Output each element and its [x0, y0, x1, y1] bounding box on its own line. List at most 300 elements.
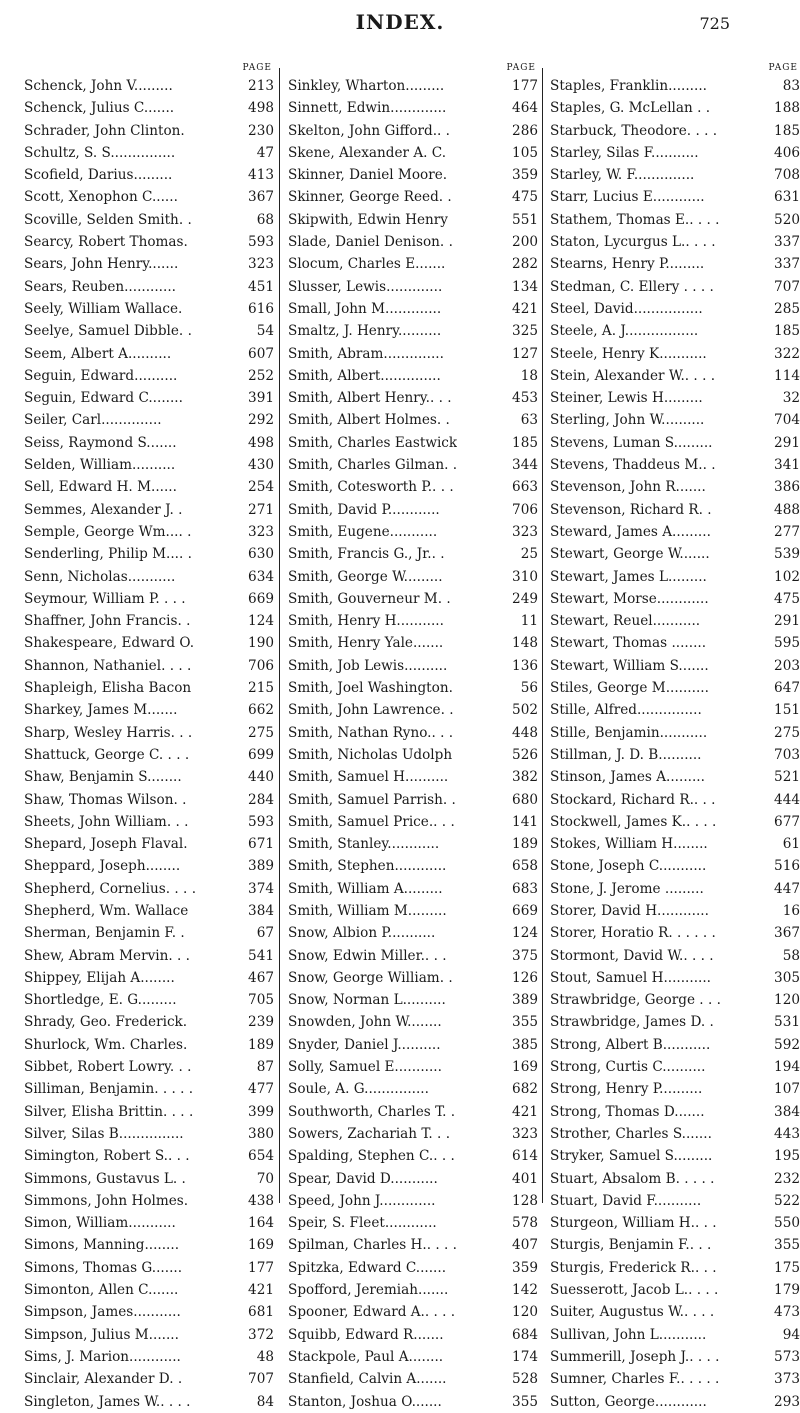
index-entry [550, 476, 800, 498]
entry-name: Sinclair, Alexander D. . [24, 1371, 183, 1388]
entry-page-number: 440 [245, 766, 274, 788]
index-entry [288, 1190, 538, 1212]
entry-name: Snowden, John W........ [288, 1014, 442, 1031]
entry-name: Smith, William A......... [288, 880, 443, 897]
entry-page-number: 325 [509, 320, 538, 342]
entry-name: Spitzka, Edward C....... [288, 1259, 447, 1276]
entry-page-number: 704 [771, 409, 800, 431]
entry-name: Stone, J. Jerome ......... [550, 880, 704, 897]
entry-name: Shurlock, Wm. Charles. [24, 1036, 188, 1053]
entry-page-number: 293 [771, 1391, 800, 1413]
index-entry [288, 722, 538, 744]
entry-page-number: 526 [509, 744, 538, 766]
entry-page-number: 677 [771, 811, 800, 833]
entry-page-number: 126 [509, 967, 538, 989]
entry-page-number: 551 [509, 209, 538, 231]
index-entry [24, 1168, 274, 1190]
entry-page-number: 25 [518, 543, 538, 565]
entry-name: Sharkey, James M....... [24, 702, 178, 719]
index-entry [550, 1301, 800, 1323]
index-entry [550, 142, 800, 164]
entry-name: Sims, J. Marion............ [24, 1348, 181, 1365]
entry-name: Stevenson, John R....... [550, 479, 706, 496]
index-entry [24, 789, 274, 811]
entry-name: Seem, Albert A.......... [24, 345, 172, 362]
entry-name: Sutton, George............ [550, 1393, 707, 1410]
index-entry [24, 744, 274, 766]
entry-page-number: 374 [245, 878, 274, 900]
entry-page-number: 189 [509, 833, 538, 855]
index-entry [288, 253, 538, 275]
entry-name: Sharp, Wesley Harris. . . [24, 724, 193, 741]
entry-name: Silver, Silas B............... [24, 1125, 184, 1142]
entry-name: Simpson, James........... [24, 1304, 181, 1321]
index-entry [288, 387, 538, 409]
entry-page-number: 467 [245, 967, 274, 989]
entry-page-number: 291 [771, 610, 800, 632]
entry-name: Sibbet, Robert Lowry. . . [24, 1059, 192, 1076]
entry-name: Stackpole, Paul A........ [288, 1348, 444, 1365]
entry-name: Snyder, Daniel J.......... [288, 1036, 441, 1053]
entry-page-number: 215 [245, 677, 274, 699]
entry-page-number: 190 [245, 632, 274, 654]
entry-page-number: 708 [771, 164, 800, 186]
index-entry [288, 97, 538, 119]
column-page-label: PAGE [768, 63, 798, 73]
entry-name: Shattuck, George C. . . . [24, 746, 190, 763]
entry-name: Starbuck, Theodore. . . . [550, 122, 718, 139]
entry-page-number: 48 [254, 1346, 274, 1368]
entry-name: Stormont, David W.. . . . [550, 947, 714, 964]
index-entry [550, 298, 800, 320]
entry-page-number: 189 [245, 1034, 274, 1056]
index-entry [550, 120, 800, 142]
index-entry [288, 1101, 538, 1123]
index-entry [24, 365, 274, 387]
index-entry [550, 1212, 800, 1234]
index-entry [24, 878, 274, 900]
index-entry [550, 655, 800, 677]
entry-name: Silver, Elisha Brittin. . . . [24, 1103, 194, 1120]
entry-page-number: 389 [509, 989, 538, 1011]
entry-page-number: 443 [771, 1123, 800, 1145]
entry-page-number: 528 [509, 1368, 538, 1390]
column-divider [279, 68, 280, 1203]
entry-page-number: 539 [771, 543, 800, 565]
index-entry [24, 989, 274, 1011]
index-entry [24, 499, 274, 521]
entry-page-number: 367 [771, 922, 800, 944]
column-divider [542, 68, 543, 1203]
index-entry [288, 677, 538, 699]
index-entry [24, 766, 274, 788]
index-entry [24, 1234, 274, 1256]
entry-page-number: 382 [509, 766, 538, 788]
entry-name: Slade, Daniel Denison. . [288, 234, 453, 251]
entry-page-number: 195 [771, 1145, 800, 1167]
entry-name: Skipwith, Edwin Henry [288, 211, 448, 228]
index-entry [24, 900, 274, 922]
entry-name: Snow, Norman L.......... [288, 992, 446, 1009]
index-entry [550, 499, 800, 521]
entry-page-number: 682 [509, 1078, 538, 1100]
entry-page-number: 61 [780, 833, 800, 855]
entry-page-number: 105 [509, 142, 538, 164]
index-entry [288, 1391, 538, 1413]
entry-name: Speir, S. Fleet............ [288, 1215, 437, 1232]
index-entry [550, 320, 800, 342]
entry-page-number: 213 [245, 75, 274, 97]
entry-page-number: 703 [771, 744, 800, 766]
index-entry [24, 164, 274, 186]
entry-page-number: 521 [771, 766, 800, 788]
entry-page-number: 658 [509, 855, 538, 877]
index-entry [550, 1257, 800, 1279]
entry-page-number: 384 [771, 1101, 800, 1123]
index-entry [24, 855, 274, 877]
index-entry [550, 699, 800, 721]
entry-page-number: 488 [771, 499, 800, 521]
index-entry [288, 365, 538, 387]
entry-name: Simons, Thomas G....... [24, 1259, 183, 1276]
entry-name: Sterling, John W.......... [550, 412, 705, 429]
index-entry [550, 231, 800, 253]
entry-page-number: 593 [245, 811, 274, 833]
entry-page-number: 175 [771, 1257, 800, 1279]
entry-name: Sturgeon, William H.. . . [550, 1215, 717, 1232]
index-entry [550, 610, 800, 632]
index-entry [24, 253, 274, 275]
entry-page-number: 292 [245, 409, 274, 431]
entry-page-number: 413 [245, 164, 274, 186]
entry-page-number: 47 [254, 142, 274, 164]
entry-page-number: 185 [771, 320, 800, 342]
entry-page-number: 401 [509, 1168, 538, 1190]
entry-page-number: 386 [771, 476, 800, 498]
entry-name: Smith, Stanley............ [288, 836, 440, 853]
entry-name: Semple, George Wm.... . [24, 523, 192, 540]
index-entry [550, 989, 800, 1011]
entry-page-number: 282 [509, 253, 538, 275]
entry-page-number: 595 [771, 632, 800, 654]
entry-page-number: 634 [245, 566, 274, 588]
entry-name: Snow, Edwin Miller.. . . [288, 947, 447, 964]
entry-name: Seiss, Raymond S....... [24, 434, 177, 451]
entry-page-number: 671 [245, 833, 274, 855]
index-entry [550, 900, 800, 922]
entry-page-number: 323 [245, 253, 274, 275]
index-entry [550, 1056, 800, 1078]
index-entry [288, 1123, 538, 1145]
index-entry [550, 409, 800, 431]
entry-page-number: 453 [509, 387, 538, 409]
entry-page-number: 355 [771, 1234, 800, 1256]
entry-name: Strawbridge, James D. . [550, 1014, 714, 1031]
index-entry [288, 1257, 538, 1279]
index-entry [24, 1279, 274, 1301]
index-entry [288, 1301, 538, 1323]
index-entry [550, 365, 800, 387]
index-entry [550, 543, 800, 565]
index-entry [24, 1324, 274, 1346]
index-entry [24, 387, 274, 409]
entry-page-number: 373 [771, 1368, 800, 1390]
entry-name: Stevenson, Richard R. . [550, 501, 712, 518]
index-entry [288, 766, 538, 788]
index-column-3 [550, 63, 800, 1413]
index-entry [24, 298, 274, 320]
entry-name: Stanfield, Calvin A....... [288, 1371, 447, 1388]
entry-name: Strong, Thomas D....... [550, 1103, 705, 1120]
entry-name: Stinson, James A......... [550, 769, 705, 786]
entry-page-number: 593 [245, 231, 274, 253]
entry-page-number: 669 [245, 588, 274, 610]
entry-page-number: 541 [245, 945, 274, 967]
index-entry [550, 677, 800, 699]
index-entry [288, 164, 538, 186]
entry-name: Steele, A. J................. [550, 323, 699, 340]
entry-name: Strong, Albert B........... [550, 1036, 711, 1053]
entry-page-number: 706 [509, 499, 538, 521]
entry-name: Steward, James A......... [550, 523, 711, 540]
entry-name: Sheets, John William. . . [24, 813, 189, 830]
entry-name: Spalding, Stephen C.. . . [288, 1148, 455, 1165]
entry-page-number: 438 [245, 1190, 274, 1212]
entry-page-number: 134 [509, 276, 538, 298]
entry-name: Strong, Henry P.......... [550, 1081, 703, 1098]
entry-page-number: 254 [245, 476, 274, 498]
column-page-label: PAGE [506, 63, 536, 73]
entry-page-number: 705 [245, 989, 274, 1011]
entry-page-number: 194 [771, 1056, 800, 1078]
index-entry [550, 253, 800, 275]
index-entry [24, 1368, 274, 1390]
entry-name: Simon, William........... [24, 1215, 176, 1232]
index-entry [288, 855, 538, 877]
entry-name: Sturgis, Frederick R.. . . [550, 1259, 717, 1276]
index-entry [288, 632, 538, 654]
entry-name: Steiner, Lewis H......... [550, 390, 703, 407]
entry-name: Simpson, Julius M....... [24, 1326, 179, 1343]
index-entry [550, 811, 800, 833]
entry-name: Stille, Benjamin........... [550, 724, 708, 741]
entry-name: Spooner, Edward A.. . . . [288, 1304, 456, 1321]
entry-name: Seiler, Carl.............. [24, 412, 162, 429]
index-entry [288, 75, 538, 97]
index-entry [550, 1078, 800, 1100]
entry-page-number: 94 [780, 1324, 800, 1346]
entry-page-number: 200 [509, 231, 538, 253]
index-entry [550, 1391, 800, 1413]
entry-page-number: 177 [245, 1257, 274, 1279]
entry-name: Schenck, John V......... [24, 78, 173, 94]
index-entry [24, 566, 274, 588]
index-entry [24, 97, 274, 119]
entry-name: Smith, Cotesworth P.. . . [288, 479, 454, 496]
entry-name: Staples, Franklin......... [550, 78, 707, 94]
entry-page-number: 681 [245, 1301, 274, 1323]
entry-page-number: 285 [771, 298, 800, 320]
entry-page-number: 341 [771, 454, 800, 476]
index-entry [288, 1145, 538, 1167]
entry-name: Starley, Silas F........... [550, 144, 699, 161]
entry-page-number: 699 [245, 744, 274, 766]
entry-page-number: 70 [254, 1168, 274, 1190]
entry-page-number: 54 [254, 320, 274, 342]
entry-name: Stille, Alfred............... [550, 702, 702, 719]
entry-page-number: 249 [509, 588, 538, 610]
entry-name: Seelye, Samuel Dibble. . [24, 323, 192, 340]
entry-name: Stearns, Henry P......... [550, 256, 705, 273]
index-entry [550, 855, 800, 877]
index-entry [288, 209, 538, 231]
entry-name: Smith, Francis G., Jr.. . [288, 546, 445, 563]
index-entry [550, 432, 800, 454]
index-entry [288, 1279, 538, 1301]
entry-page-number: 286 [509, 120, 538, 142]
entry-name: Smith, Charles Gilman. . [288, 457, 458, 474]
entry-name: Smith, William M......... [288, 902, 447, 919]
page-number: 725 [699, 14, 730, 33]
entry-page-number: 473 [771, 1301, 800, 1323]
entry-page-number: 291 [771, 432, 800, 454]
entry-name: Small, John M............. [288, 300, 442, 317]
entry-page-number: 477 [245, 1078, 274, 1100]
index-entry [24, 1257, 274, 1279]
entry-page-number: 114 [771, 365, 800, 387]
entry-page-number: 406 [771, 142, 800, 164]
entry-name: Stockwell, James K.. . . . [550, 813, 717, 830]
index-entry [288, 1078, 538, 1100]
entry-name: Snow, Albion P........... [288, 925, 436, 942]
index-entry [550, 1279, 800, 1301]
index-entry [288, 1034, 538, 1056]
entry-page-number: 305 [771, 967, 800, 989]
index-entry [288, 699, 538, 721]
entry-page-number: 128 [509, 1190, 538, 1212]
index-entry [24, 722, 274, 744]
entry-name: Sowers, Zachariah T. . . [288, 1125, 451, 1142]
entry-page-number: 277 [771, 521, 800, 543]
entry-page-number: 616 [245, 298, 274, 320]
entry-name: Smith, Albert.............. [288, 367, 441, 384]
index-entry [288, 231, 538, 253]
entry-name: Schrader, John Clinton. [24, 122, 185, 139]
index-entry [550, 632, 800, 654]
entry-page-number: 83 [780, 75, 800, 97]
index-entry [550, 186, 800, 208]
index-entry [24, 142, 274, 164]
entry-page-number: 684 [509, 1324, 538, 1346]
entry-name: Singleton, James W.. . . . [24, 1393, 191, 1410]
entry-page-number: 232 [771, 1168, 800, 1190]
entry-name: Seguin, Edward.......... [24, 367, 178, 384]
entry-name: Stathem, Thomas E.. . . . [550, 211, 720, 228]
entry-name: Soule, A. G............... [288, 1081, 429, 1098]
index-entry [24, 699, 274, 721]
entry-page-number: 421 [509, 298, 538, 320]
entry-name: Simmons, Gustavus L. . [24, 1170, 186, 1187]
entry-name: Shakespeare, Edward O. [24, 635, 195, 652]
entry-name: Stedman, C. Ellery . . . . [550, 278, 714, 295]
page-header [0, 8, 800, 36]
index-entry [24, 1391, 274, 1413]
entry-name: Stanton, Joshua O....... [288, 1393, 442, 1410]
entry-page-number: 550 [771, 1212, 800, 1234]
entry-page-number: 323 [509, 521, 538, 543]
entry-name: Shrady, Geo. Frederick. [24, 1014, 188, 1031]
entry-page-number: 275 [245, 722, 274, 744]
entry-page-number: 647 [771, 677, 800, 699]
entry-page-number: 630 [245, 543, 274, 565]
entry-name: Steele, Henry K........... [550, 345, 707, 362]
entry-name: Skene, Alexander A. C. [288, 144, 447, 161]
index-entry [288, 922, 538, 944]
entry-name: Smith, Albert Holmes. . [288, 412, 450, 429]
index-entry [550, 209, 800, 231]
index-entry [288, 833, 538, 855]
index-entry [288, 320, 538, 342]
entry-name: Senn, Nicholas........... [24, 568, 176, 585]
entry-name: Solly, Samuel E........... [288, 1059, 442, 1076]
entry-page-number: 56 [518, 677, 538, 699]
index-entry [550, 1190, 800, 1212]
entry-name: Smith, David P............ [288, 501, 440, 518]
entry-page-number: 706 [245, 655, 274, 677]
entry-name: Shepard, Joseph Flaval. [24, 836, 188, 853]
entry-page-number: 407 [509, 1234, 538, 1256]
index-entry [24, 588, 274, 610]
entry-page-number: 284 [245, 789, 274, 811]
index-entry [24, 1346, 274, 1368]
entry-name: Strong, Curtis C.......... [550, 1059, 706, 1076]
entry-page-number: 475 [509, 186, 538, 208]
entry-name: Spilman, Charles H.. . . . [288, 1237, 457, 1254]
entry-name: Staton, Lycurgus L.. . . . [550, 234, 716, 251]
index-entry [24, 632, 274, 654]
entry-page-number: 32 [780, 387, 800, 409]
index-entry [24, 677, 274, 699]
entry-page-number: 444 [771, 789, 800, 811]
index-entry [24, 811, 274, 833]
entry-name: Silliman, Benjamin. . . . . [24, 1081, 194, 1098]
entry-page-number: 707 [771, 276, 800, 298]
entry-page-number: 430 [245, 454, 274, 476]
index-entry [24, 1123, 274, 1145]
index-entry [24, 476, 274, 498]
index-entry [288, 989, 538, 1011]
index-entry [550, 566, 800, 588]
entry-page-number: 502 [509, 699, 538, 721]
entry-name: Simons, Manning........ [24, 1237, 180, 1254]
entry-name: Sherman, Benjamin F. . [24, 925, 185, 942]
entry-page-number: 136 [509, 655, 538, 677]
index-entry [288, 499, 538, 521]
entry-page-number: 516 [771, 855, 800, 877]
entry-name: Smith, Samuel H.......... [288, 769, 449, 786]
entry-name: Slocum, Charles E....... [288, 256, 446, 273]
entry-name: Sears, John Henry....... [24, 256, 179, 273]
index-entry [550, 164, 800, 186]
entry-name: Spear, David D........... [288, 1170, 438, 1187]
index-entry [288, 521, 538, 543]
entry-page-number: 169 [245, 1234, 274, 1256]
entry-page-number: 389 [245, 855, 274, 877]
index-entry [550, 1145, 800, 1167]
entry-page-number: 421 [245, 1279, 274, 1301]
entry-page-number: 522 [771, 1190, 800, 1212]
entry-page-number: 67 [254, 922, 274, 944]
